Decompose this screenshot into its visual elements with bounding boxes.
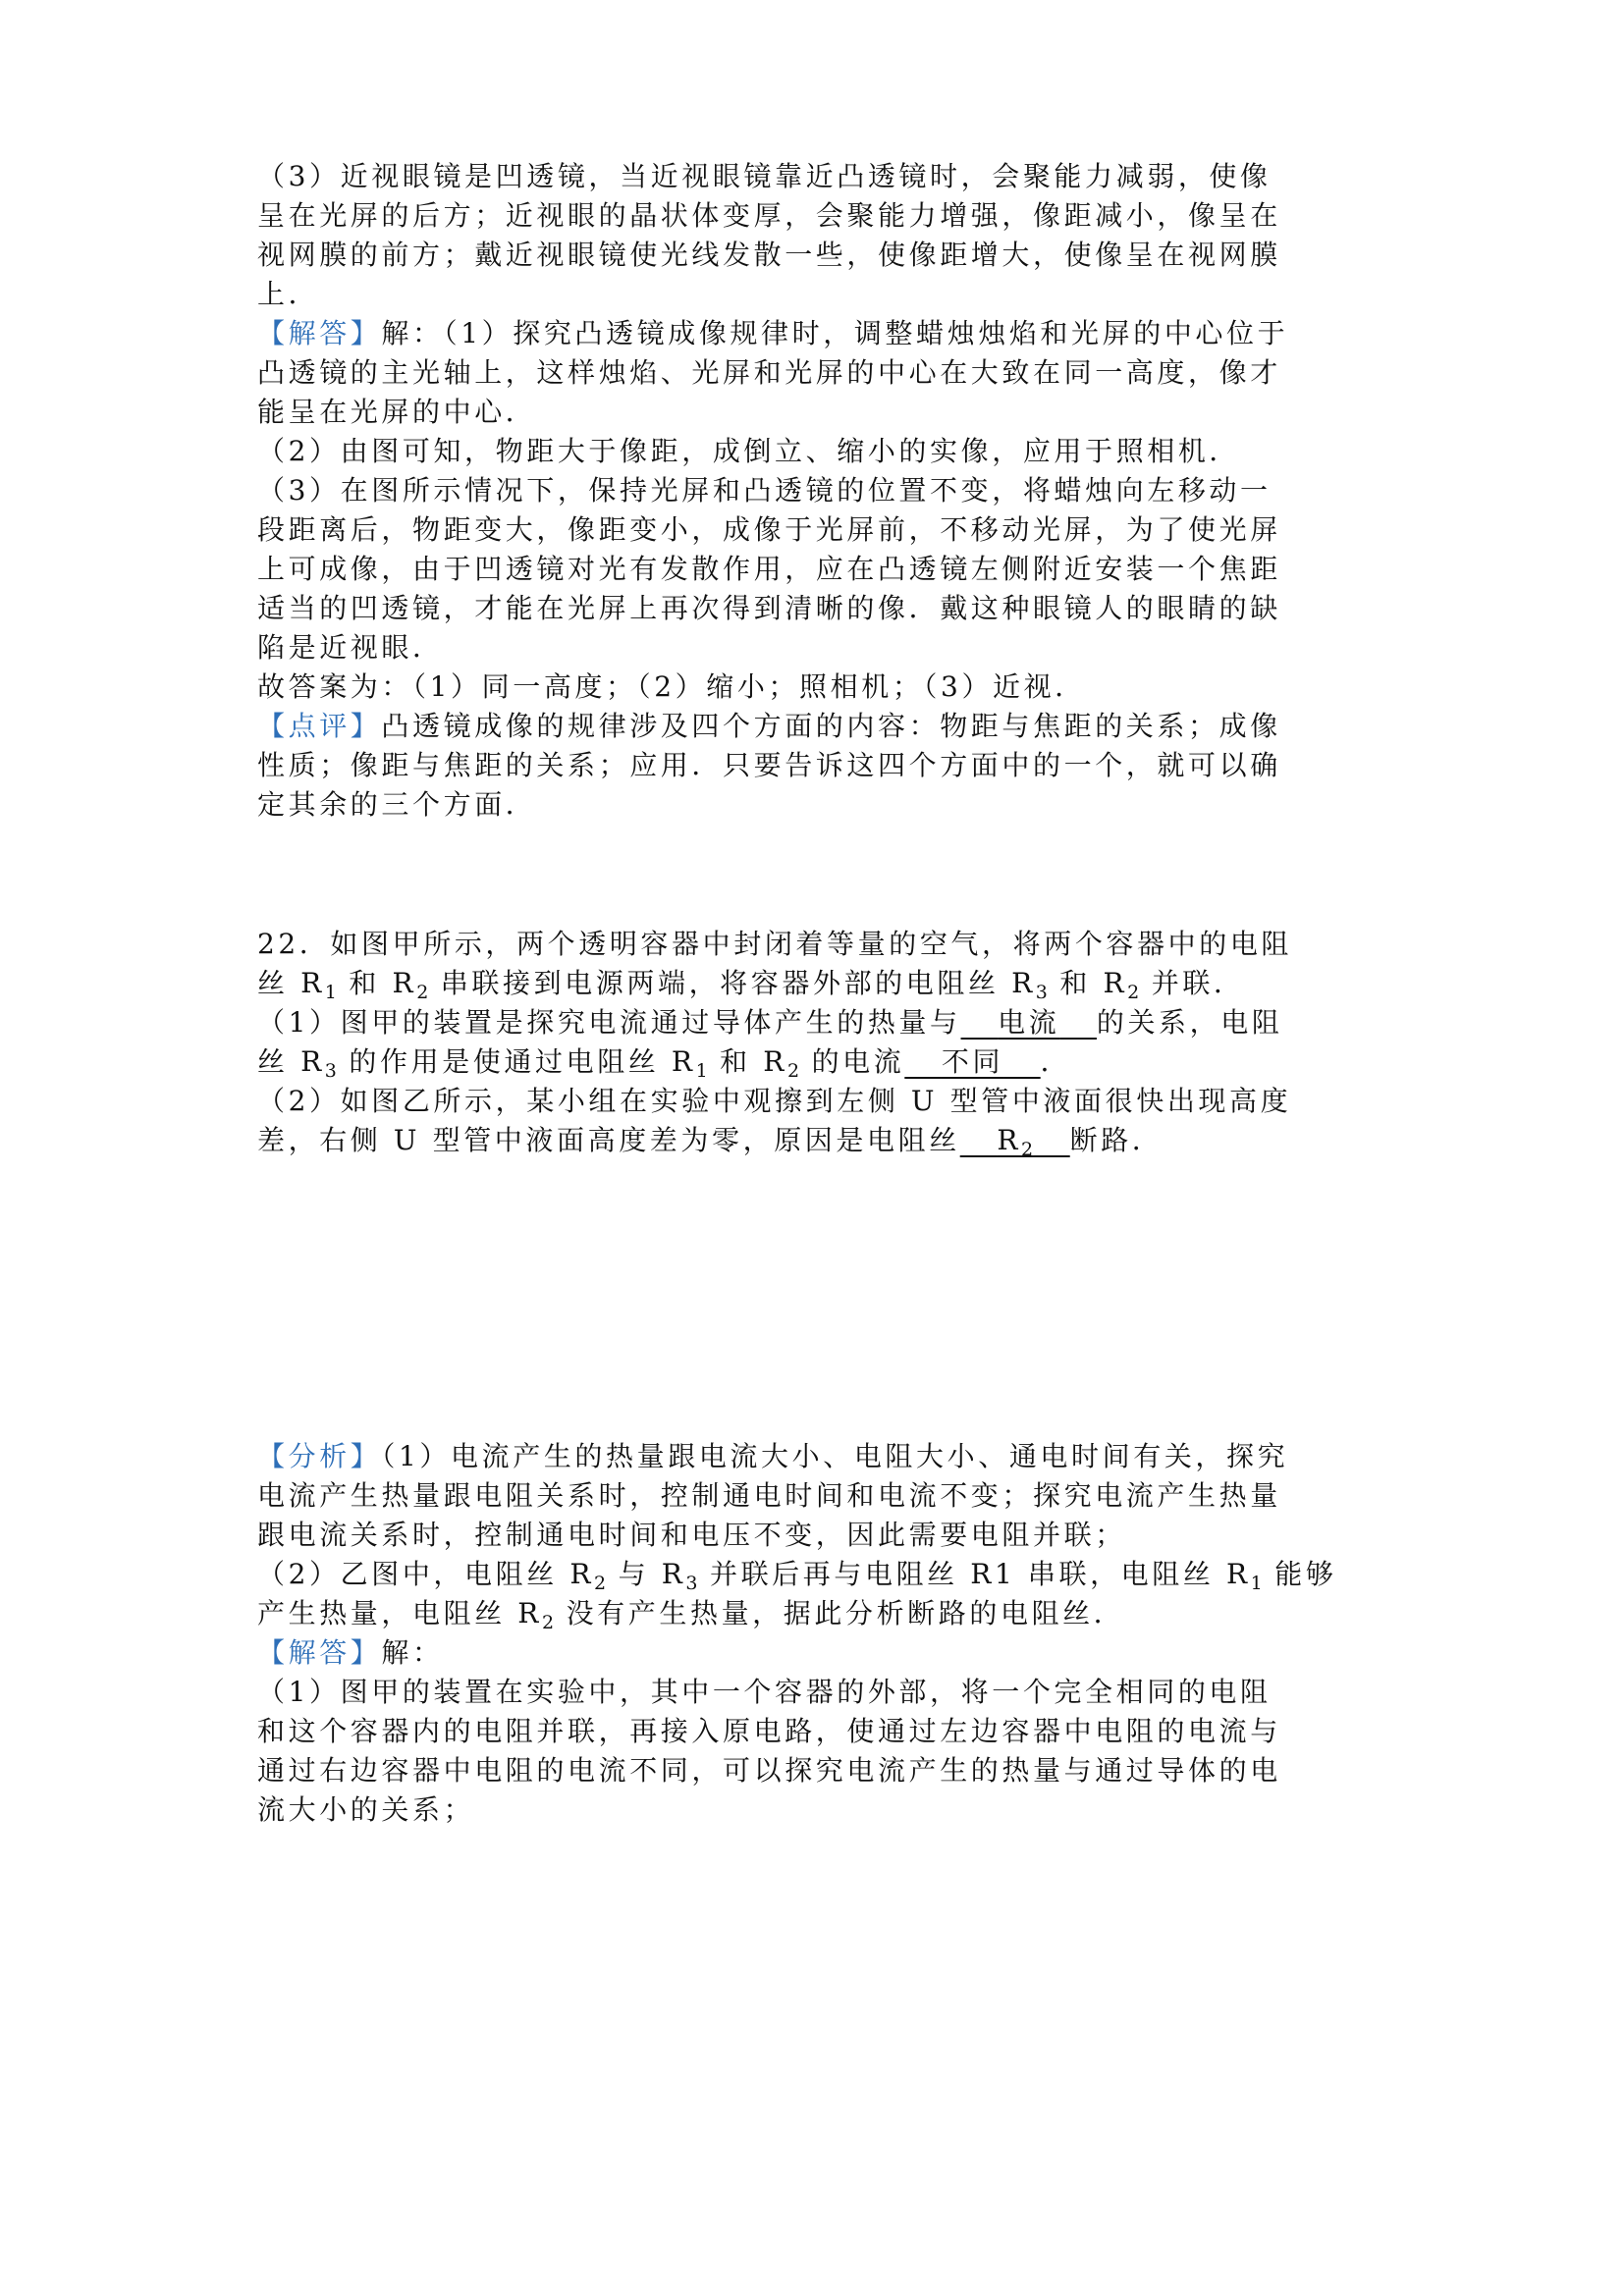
text-line: 上可成像，由于凹透镜对光有发散作用，应在凸透镜左侧附近安装一个焦距 bbox=[257, 553, 1281, 585]
text-line: 上． bbox=[257, 278, 320, 310]
text: 和 R bbox=[707, 1045, 787, 1078]
solution-question-22 bbox=[257, 1437, 1377, 1830]
text: （2）乙图中，电阻丝 R bbox=[257, 1558, 594, 1590]
text-line: 陷是近视眼． bbox=[257, 631, 444, 664]
answer-blank bbox=[960, 1124, 1070, 1160]
question-line: （2）如图乙所示，某小组在实验中观擦到左侧 U 型管中液面很快出现高度 bbox=[257, 1085, 1292, 1117]
text-line: 能呈在光屏的中心． bbox=[257, 396, 537, 428]
text-line: 性质；像距与焦距的关系；应用．只要告诉这四个方面中的一个，就可以确 bbox=[257, 749, 1281, 781]
text-line: 呈在光屏的后方；近视眼的晶状体变厚，会聚能力增强，像距减小，像呈在 bbox=[257, 199, 1281, 232]
text: 的作用是使通过电阻丝 R bbox=[336, 1045, 696, 1078]
subscript: 1 bbox=[695, 1060, 708, 1082]
text-line bbox=[257, 1594, 1377, 1633]
text: 串联接到电源两端，将容器外部的电阻丝 R bbox=[428, 967, 1036, 999]
answer-tag: 【解答】 bbox=[257, 1636, 382, 1669]
text-line: 段距离后，物距变大，像距变小，成像于光屏前，不移动光屏，为了使光屏 bbox=[257, 513, 1281, 546]
text: R bbox=[997, 1124, 1022, 1156]
text-line: 电流产生热量跟电阻关系时，控制通电时间和电流不变；探究电流产生热量 bbox=[257, 1479, 1281, 1512]
text: 没有产生热量，据此分析断路的电阻丝． bbox=[554, 1597, 1125, 1629]
question-line bbox=[257, 1042, 1377, 1082]
answer-blank: 电流 bbox=[998, 1006, 1060, 1039]
text-line: （3）近视眼镜是凹透镜，当近视眼镜靠近凸透镜时，会聚能力减弱，使像 bbox=[257, 160, 1272, 192]
comment-line bbox=[257, 707, 1377, 746]
subscript: 3 bbox=[685, 1573, 698, 1594]
answer-tag: 【解答】 bbox=[257, 317, 382, 349]
answer-line bbox=[257, 1633, 1377, 1673]
text-line: 适当的凹透镜，才能在光屏上再次得到清晰的像．戴这种眼镜人的眼睛的缺 bbox=[257, 592, 1281, 624]
text: 的关系，电阻 bbox=[1096, 1006, 1283, 1039]
text-line: （3）在图所示情况下，保持光屏和凸透镜的位置不变，将蜡烛向左移动一 bbox=[257, 474, 1272, 507]
subscript: 2 bbox=[1127, 982, 1140, 1003]
text-line: （1）图甲的装置在实验中，其中一个容器的外部，将一个完全相同的电阻 bbox=[257, 1676, 1272, 1708]
text: 丝 R bbox=[257, 967, 325, 999]
text-line: 定其余的三个方面． bbox=[257, 788, 537, 821]
text-line: 凸透镜的主光轴上，这样烛焰、光屏和光屏的中心在大致在同一高度，像才 bbox=[257, 356, 1281, 389]
subscript: 2 bbox=[786, 1060, 800, 1082]
subscript: 1 bbox=[324, 982, 337, 1003]
text: 差，右侧 U 型管中液面高度差为零，原因是电阻丝 bbox=[257, 1124, 960, 1156]
text: 并联后再与电阻丝 R1 串联，电阻丝 R bbox=[697, 1558, 1251, 1590]
solution-prev-question bbox=[257, 157, 1377, 825]
subscript: 2 bbox=[416, 982, 429, 1003]
text: 凸透镜成像的规律涉及四个方面的内容：物距与焦距的关系；成像 bbox=[381, 710, 1281, 742]
question-line bbox=[257, 964, 1377, 1003]
question-line bbox=[257, 1003, 1377, 1042]
subscript: 3 bbox=[1035, 982, 1048, 1003]
text: 的电流 bbox=[799, 1045, 905, 1078]
subscript: 2 bbox=[594, 1573, 607, 1594]
text: 和 R bbox=[336, 967, 417, 999]
text-line: 跟电流关系时，控制通电时间和电压不变，因此需要电阻并联； bbox=[257, 1519, 1126, 1551]
answer-blank: 不同 bbox=[941, 1045, 1004, 1078]
text-line: 通过右边容器中电阻的电流不同，可以探究电流产生的热量与通过导体的电 bbox=[257, 1754, 1281, 1787]
text: 解：（1）探究凸透镜成像规律时，调整蜡烛烛焰和光屏的中心位于 bbox=[381, 317, 1289, 349]
text: 并联． bbox=[1139, 967, 1245, 999]
text: 丝 R bbox=[257, 1045, 325, 1078]
subscript: 3 bbox=[324, 1060, 337, 1082]
question-22 bbox=[257, 925, 1377, 1160]
subscript: 2 bbox=[541, 1612, 555, 1633]
text: （1）电流产生的热量跟电流大小、电阻大小、通电时间有关，探究 bbox=[381, 1440, 1289, 1472]
question-line: 22．如图甲所示，两个透明容器中封闭着等量的空气，将两个容器中的电阻 bbox=[257, 928, 1293, 960]
subscript: 1 bbox=[1250, 1573, 1263, 1594]
text-line: 流大小的关系； bbox=[257, 1793, 475, 1826]
text: 产生热量，电阻丝 R bbox=[257, 1597, 542, 1629]
text: 断路． bbox=[1069, 1124, 1164, 1156]
text-line: 和这个容器内的电阻并联，再接入原电路，使通过左边容器中电阻的电流与 bbox=[257, 1715, 1281, 1747]
subscript: 2 bbox=[1021, 1139, 1034, 1160]
text: 解： bbox=[381, 1636, 444, 1669]
text: 能够 bbox=[1262, 1558, 1337, 1590]
comment-tag: 【点评】 bbox=[257, 710, 382, 742]
question-line bbox=[257, 1121, 1377, 1160]
final-answer-line: 故答案为：（1）同一高度；（2）缩小；照相机；（3）近视． bbox=[257, 670, 1086, 703]
analysis-tag: 【分析】 bbox=[257, 1440, 382, 1472]
text: 与 R bbox=[606, 1558, 686, 1590]
text-line: （2）由图可知，物距大于像距，成倒立、缩小的实像，应用于照相机． bbox=[257, 435, 1241, 467]
text: （1）图甲的装置是探究电流通过导体产生的热量与 bbox=[257, 1006, 961, 1039]
answer-line bbox=[257, 314, 1377, 353]
text-line: 视网膜的前方；戴近视眼镜使光线发散一些，使像距增大，使像呈在视网膜 bbox=[257, 239, 1281, 271]
text: ． bbox=[1040, 1045, 1072, 1078]
text: 和 R bbox=[1047, 967, 1128, 999]
analysis-line bbox=[257, 1437, 1377, 1476]
text-line bbox=[257, 1555, 1377, 1594]
